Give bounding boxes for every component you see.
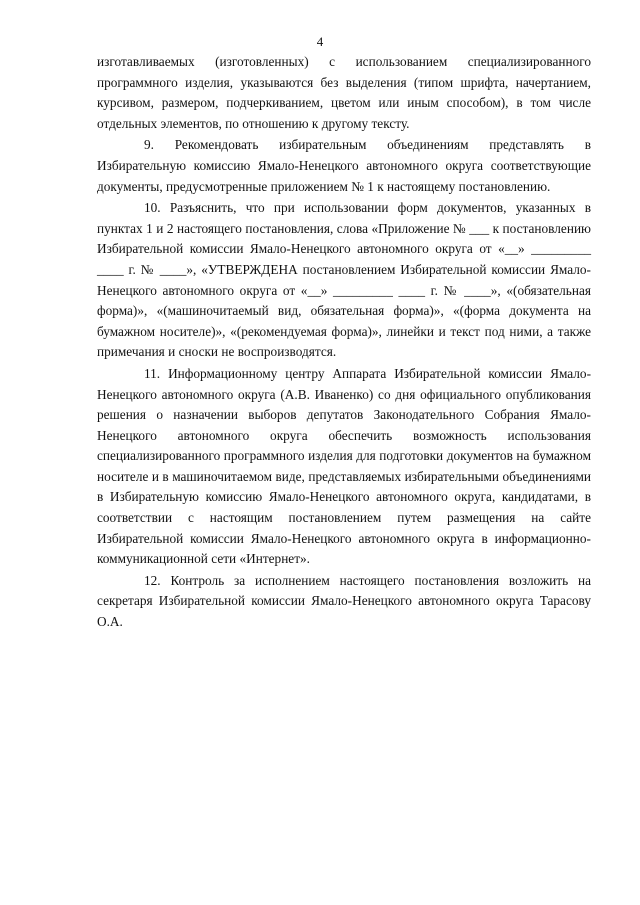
paragraph-item-12: 12. Контроль за исполнением настоящего постановления возложить на секретаря Избирательной комиссии Ямало-Ненецкого автономного округа Тарасову О.А. [97, 572, 591, 630]
paragraph-item-10: 10. Разъяснить, что при использовании форм документов, указанных в пунктах 1 и 2 настоящего постановления, слова «Приложение № ___ к постановлению Избирательной комиссии Ямало-Ненецкого автономного округа от «__» _________ ____ г. № ____», «УТВЕРЖДЕНА постановлением Избирательной комиссии Ямало-Ненецкого автономного округа от «__» _________ ____ г. № ____», «(обязательная форма)», «(машиночитаемый вид, обязательная форма)», «(форма документа на бумажном носителе)», «(рекомендуемая форма)», линейки и текст под ними, а также примечания и сноски не воспроизводятся. [97, 200, 591, 360]
paragraph-item-9: 9. Рекомендовать избирательным объединениям представлять в Избирательную комиссию Ямало-Ненецкого автономного округа соответствующие документы, предусмотренные приложением № 1 к настоящему постановлению. [97, 137, 591, 194]
document-body [97, 52, 591, 633]
page-number: 4 [316, 34, 324, 49]
paragraph-item-11: 11. Информационному центру Аппарата Избирательной комиссии Ямало-Ненецкого автономного округа (А.В. Иваненко) со дня официального опубликования решения о назначении выборов депутатов Законодательного Собрания Ямало-Ненецкого автономного округа обеспечить возможность использования специализированного программного изделия для подготовки документов на бумажном носителе и в машиночитаемом виде, представляемых избирательными объединениями в Избирательную комиссию Ямало-Ненецкого автономного округа, кандидатами, в соответствии с настоящим постановлением путем размещения на сайте Избирательной комиссии Ямало-Ненецкого автономного округа в информационно-коммуникационной сети «Интернет». [97, 365, 591, 567]
paragraph-continuation: изготавливаемых (изготовленных) с использованием специализированного программного изделия, указываются без выделения (типом шрифта, начертанием, курсивом, размером, подчеркиванием, цветом или иным способом), в том числе отдельных элементов, по отношению к другому тексту. [97, 54, 591, 131]
